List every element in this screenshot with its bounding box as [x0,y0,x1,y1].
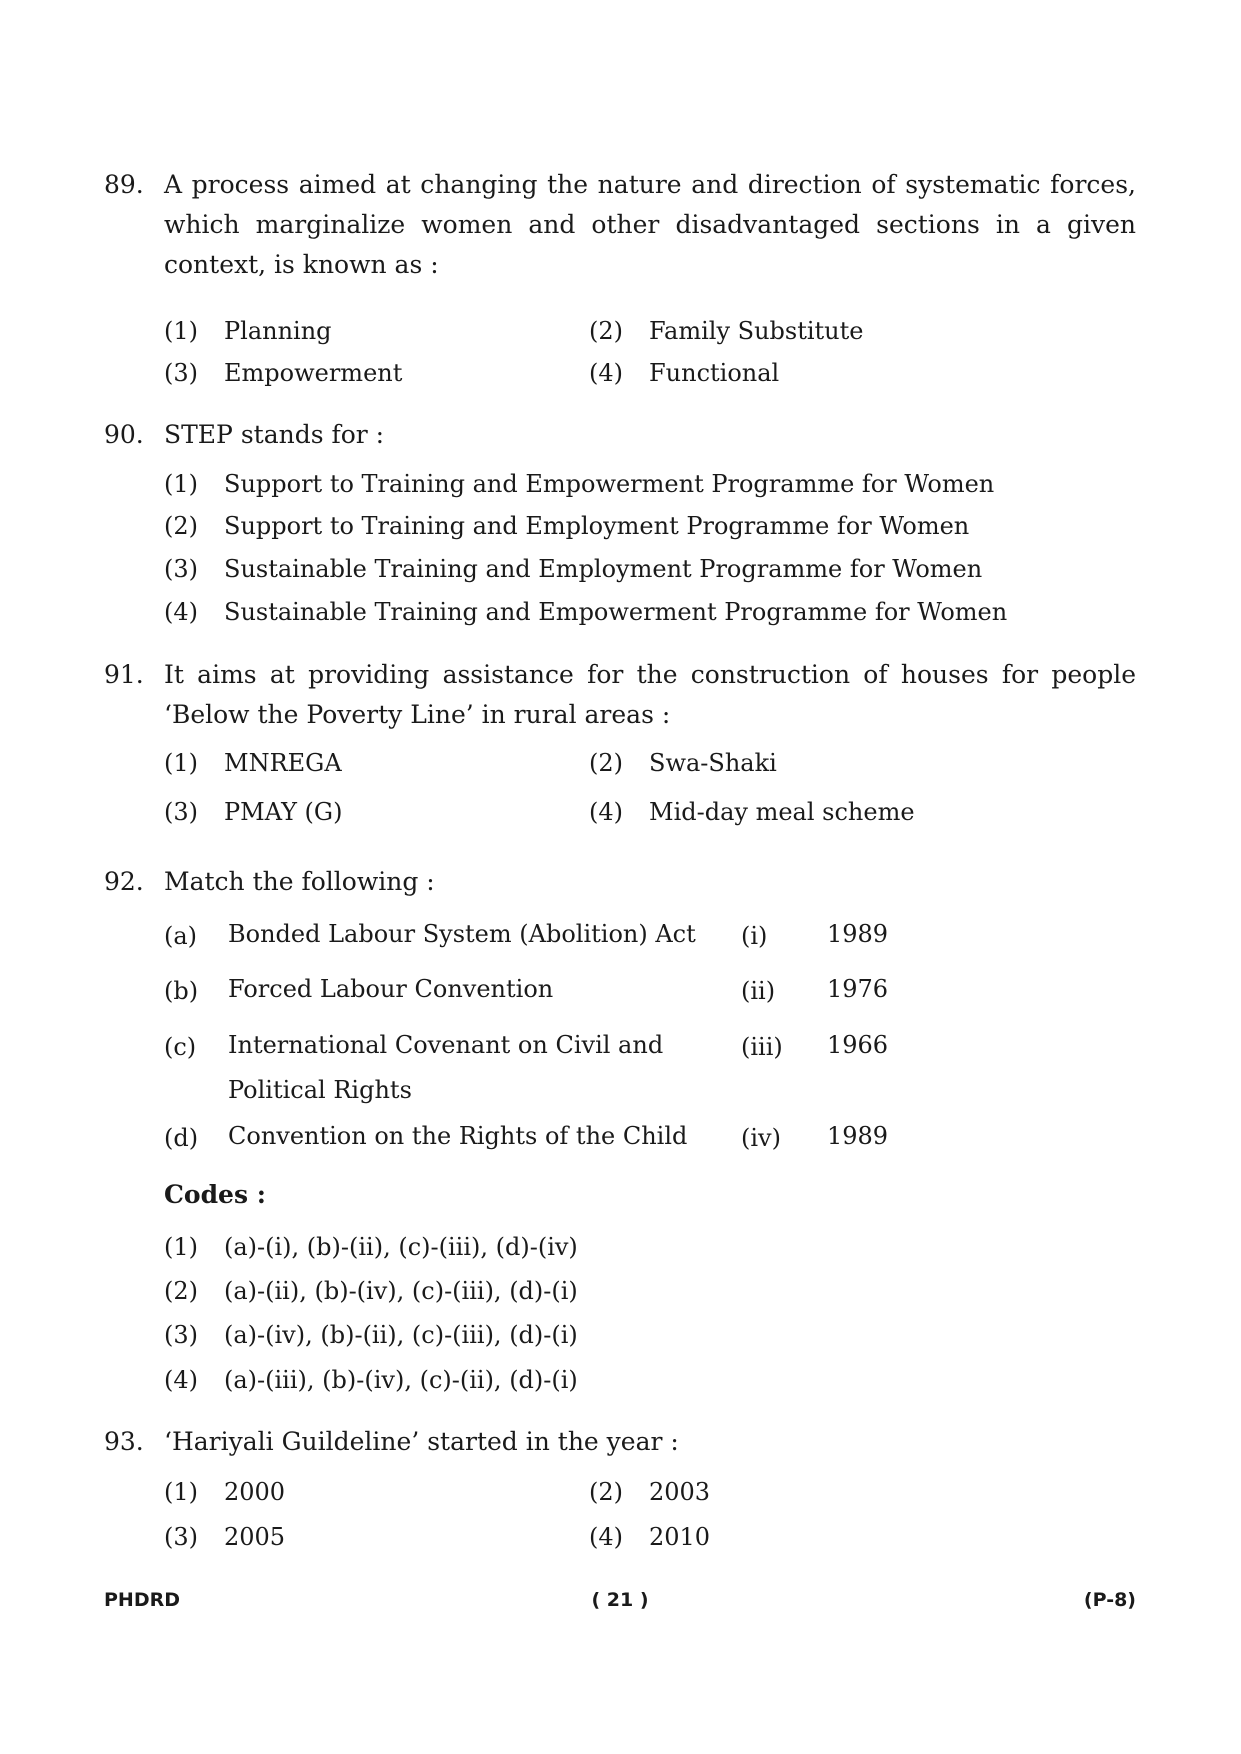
option-number: (3) [164,798,198,826]
option-text: (a)-(ii), (b)-(iv), (c)-(iii), (d)-(i) [224,1277,578,1305]
match-item: Bonded Labour System (Abolition) Act [228,920,696,948]
option-number: (3) [164,359,198,387]
option-number: (1) [164,317,198,345]
option-text: Mid-day meal scheme [649,798,915,826]
option-text: Swa-Shaki [649,749,777,777]
option-number: (2) [164,1277,198,1305]
option-text: 2003 [649,1478,711,1506]
option-text: Functional [649,359,780,387]
option-text: (a)-(iv), (b)-(ii), (c)-(iii), (d)-(i) [224,1321,578,1349]
option-number: (4) [589,1523,623,1551]
match-right-label: (iv) [741,1124,781,1152]
match-item-continuation: Political Rights [228,1076,412,1104]
option-number: (4) [164,598,198,626]
option-number: (1) [164,470,198,498]
option-number: (4) [589,798,623,826]
question-number: 91. [104,660,144,689]
option-text: Family Substitute [649,317,864,345]
option-number: (2) [164,512,198,540]
match-value: 1989 [827,1122,889,1150]
codes-heading: Codes : [164,1180,266,1209]
paper-code: PHDRD [104,1589,180,1611]
option-text: Support to Training and Empowerment Programme for Women [224,470,995,498]
option-text: (a)-(iii), (b)-(iv), (c)-(ii), (d)-(i) [224,1366,578,1394]
match-value: 1989 [827,920,889,948]
match-right-label: (iii) [741,1033,783,1061]
set-code: (P-8) [1083,1589,1136,1611]
option-number: (4) [164,1366,198,1394]
option-text: MNREGA [224,749,342,777]
option-text: 2000 [224,1478,286,1506]
match-value: 1966 [827,1031,889,1059]
option-text: Support to Training and Employment Programme for Women [224,512,970,540]
match-value: 1976 [827,975,889,1003]
question-stem: STEP stands for : [164,420,385,449]
option-number: (1) [164,1233,198,1261]
question-number: 90. [104,420,144,449]
question-stem: ‘Hariyali Guildeline’ started in the year : [164,1427,679,1456]
page-number: ( 21 ) [591,1589,649,1611]
match-left-label: (b) [164,977,199,1005]
option-number: (2) [589,1478,623,1506]
option-text: Sustainable Training and Employment Programme for Women [224,555,983,583]
match-item: Convention on the Rights of the Child [228,1122,688,1150]
option-text: (a)-(i), (b)-(ii), (c)-(iii), (d)-(iv) [224,1233,578,1261]
option-text: PMAY (G) [224,798,343,826]
match-item: Forced Labour Convention [228,975,554,1003]
option-text: Planning [224,317,332,345]
option-text: 2010 [649,1523,711,1551]
match-right-label: (i) [741,922,768,950]
question-stem: It aims at providing assistance for the construction of houses for people ‘Below the Poverty Line’ in rural areas : [164,660,1136,729]
question-number: 89. [104,170,144,199]
option-number: (3) [164,1321,198,1349]
question-number: 93. [104,1427,144,1456]
question-stem: A process aimed at changing the nature and direction of systematic forces, which marginalize women and other disadvantaged sections in a given context, is known as : [164,170,1136,279]
match-left-label: (c) [164,1033,197,1061]
option-number: (4) [589,359,623,387]
question-stem: Match the following : [164,867,435,896]
option-text: Empowerment [224,359,403,387]
option-text: 2005 [224,1523,286,1551]
match-right-label: (ii) [741,977,776,1005]
question-number: 92. [104,867,144,896]
option-number: (1) [164,749,198,777]
match-left-label: (d) [164,1124,199,1152]
match-item: International Covenant on Civil and [228,1031,664,1059]
option-number: (3) [164,1523,198,1551]
option-text: Sustainable Training and Empowerment Programme for Women [224,598,1008,626]
option-number: (2) [589,749,623,777]
option-number: (1) [164,1478,198,1506]
match-left-label: (a) [164,922,198,950]
option-number: (3) [164,555,198,583]
option-number: (2) [589,317,623,345]
